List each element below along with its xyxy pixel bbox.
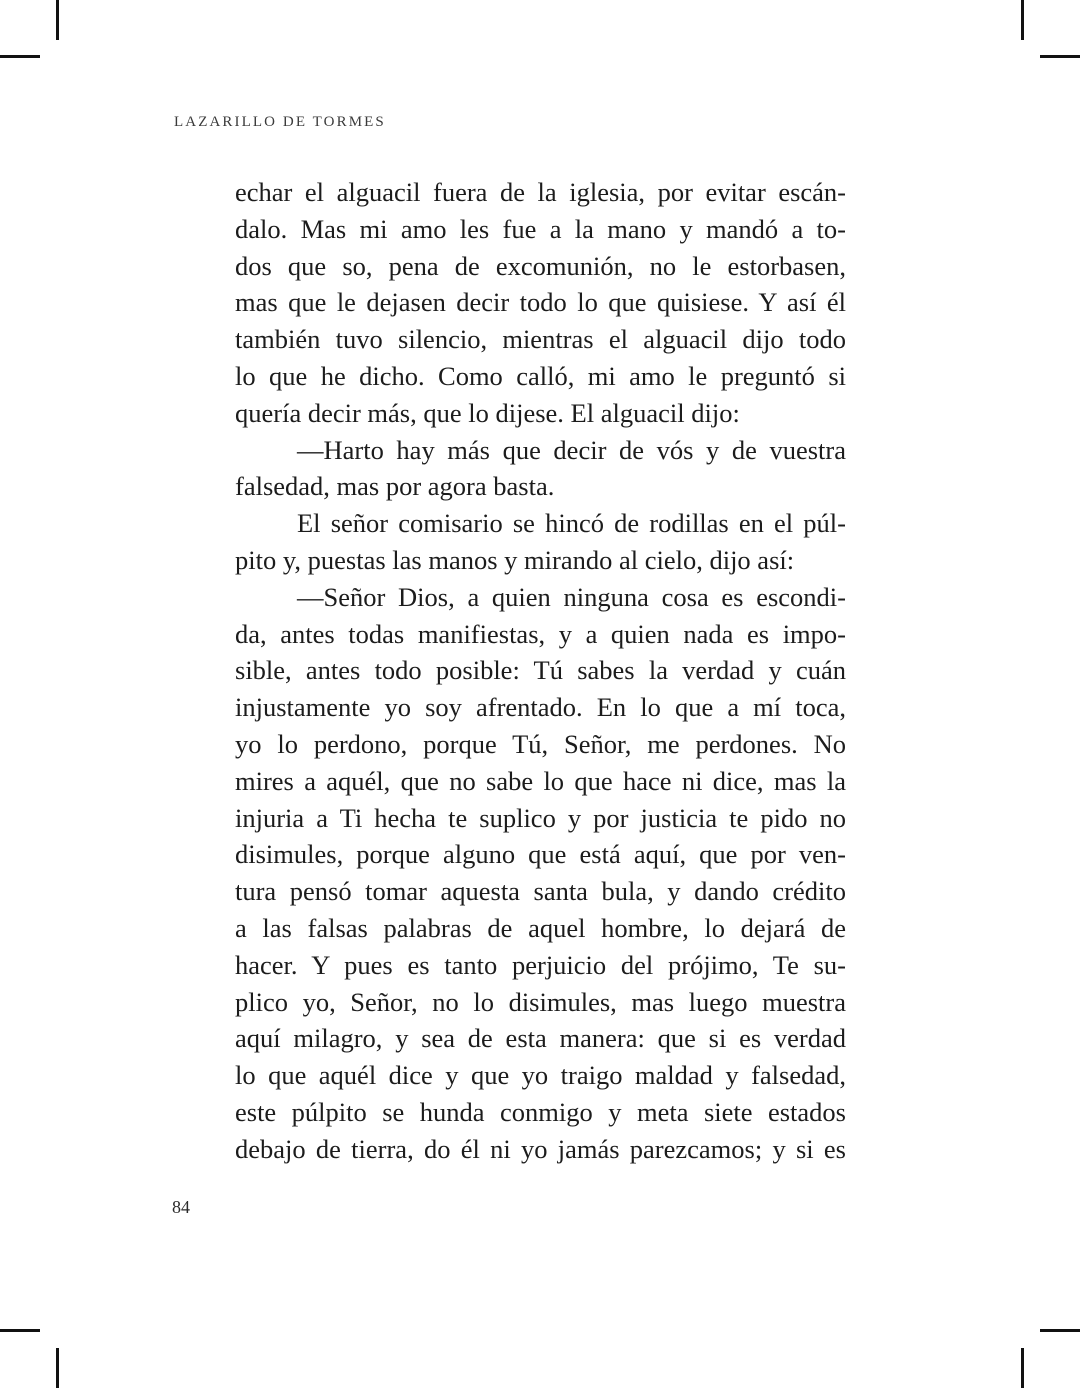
running-head: LAZARILLO DE TORMES <box>174 114 386 130</box>
text-line: falsedad, mas por agora basta. <box>235 471 555 502</box>
text-line: pito y, puestas las manos y mirando al cielo, dijo así: <box>235 544 795 575</box>
text-line: El señor comisario se hincó de rodillas en el púl- <box>297 508 846 539</box>
crop-mark-top-right-vertical <box>1021 0 1024 40</box>
crop-mark-top-left-vertical <box>56 0 59 40</box>
text-line: da, antes todas manifiestas, y a quien nada es impo- <box>235 618 846 649</box>
text-line: sible, antes todo posible: Tú sabes la verdad y cuán <box>235 655 846 686</box>
text-line: —Señor Dios, a quien ninguna cosa es escondi- <box>297 581 846 612</box>
text-line: lo que aquél dice y que yo traigo maldad y falsedad, <box>235 1060 846 1091</box>
text-line: —Harto hay más que decir de vós y de vuestra <box>297 434 846 465</box>
page-number: 84 <box>172 1197 190 1217</box>
text-line: plico yo, Señor, no lo disimules, mas luego muestra <box>235 986 846 1017</box>
text-line: a las falsas palabras de aquel hombre, lo dejará de <box>235 912 846 943</box>
body-text <box>235 174 846 1168</box>
crop-mark-bottom-left-vertical <box>56 1348 59 1388</box>
text-line: mires a aquél, que no sabe lo que hace ni dice, mas la <box>235 765 846 796</box>
crop-mark-top-right-horizontal <box>1040 55 1080 58</box>
text-line: lo que he dicho. Como calló, mi amo le preguntó si <box>235 360 846 391</box>
crop-mark-bottom-left-horizontal <box>0 1329 40 1332</box>
text-line: disimules, porque alguno que está aquí, que por ven- <box>235 839 846 870</box>
text-line: dalo. Mas mi amo les fue a la mano y mandó a to- <box>235 213 846 244</box>
text-line: injustamente yo soy afrentado. En lo que a mí toca, <box>235 692 846 723</box>
crop-mark-bottom-right-vertical <box>1021 1348 1024 1388</box>
crop-mark-top-left-horizontal <box>0 55 40 58</box>
text-line: injuria a Ti hecha te suplico y por justicia te pido no <box>235 802 846 833</box>
text-line: quería decir más, que lo dijese. El alguacil dijo: <box>235 397 740 428</box>
text-line: tura pensó tomar aquesta santa bula, y dando crédito <box>235 876 846 907</box>
text-line: echar el alguacil fuera de la iglesia, por evitar escán- <box>235 177 846 207</box>
crop-mark-bottom-right-horizontal <box>1040 1329 1080 1332</box>
text-line: dos que so, pena de excomunión, no le estorbasen, <box>235 250 846 281</box>
text-line: mas que le dejasen decir todo lo que quisiese. Y así él <box>235 287 846 318</box>
text-line: este púlpito se hunda conmigo y meta siete estados <box>235 1096 846 1127</box>
text-line: también tuvo silencio, mientras el alguacil dijo todo <box>235 324 846 355</box>
text-line: aquí milagro, y sea de esta manera: que si es verdad <box>235 1023 846 1054</box>
text-line: hacer. Y pues es tanto perjuicio del prójimo, Te su- <box>235 949 846 980</box>
text-line: debajo de tierra, do él ni yo jamás parezcamos; y si es <box>235 1133 846 1164</box>
text-line: yo lo perdono, porque Tú, Señor, me perdones. No <box>235 728 846 759</box>
